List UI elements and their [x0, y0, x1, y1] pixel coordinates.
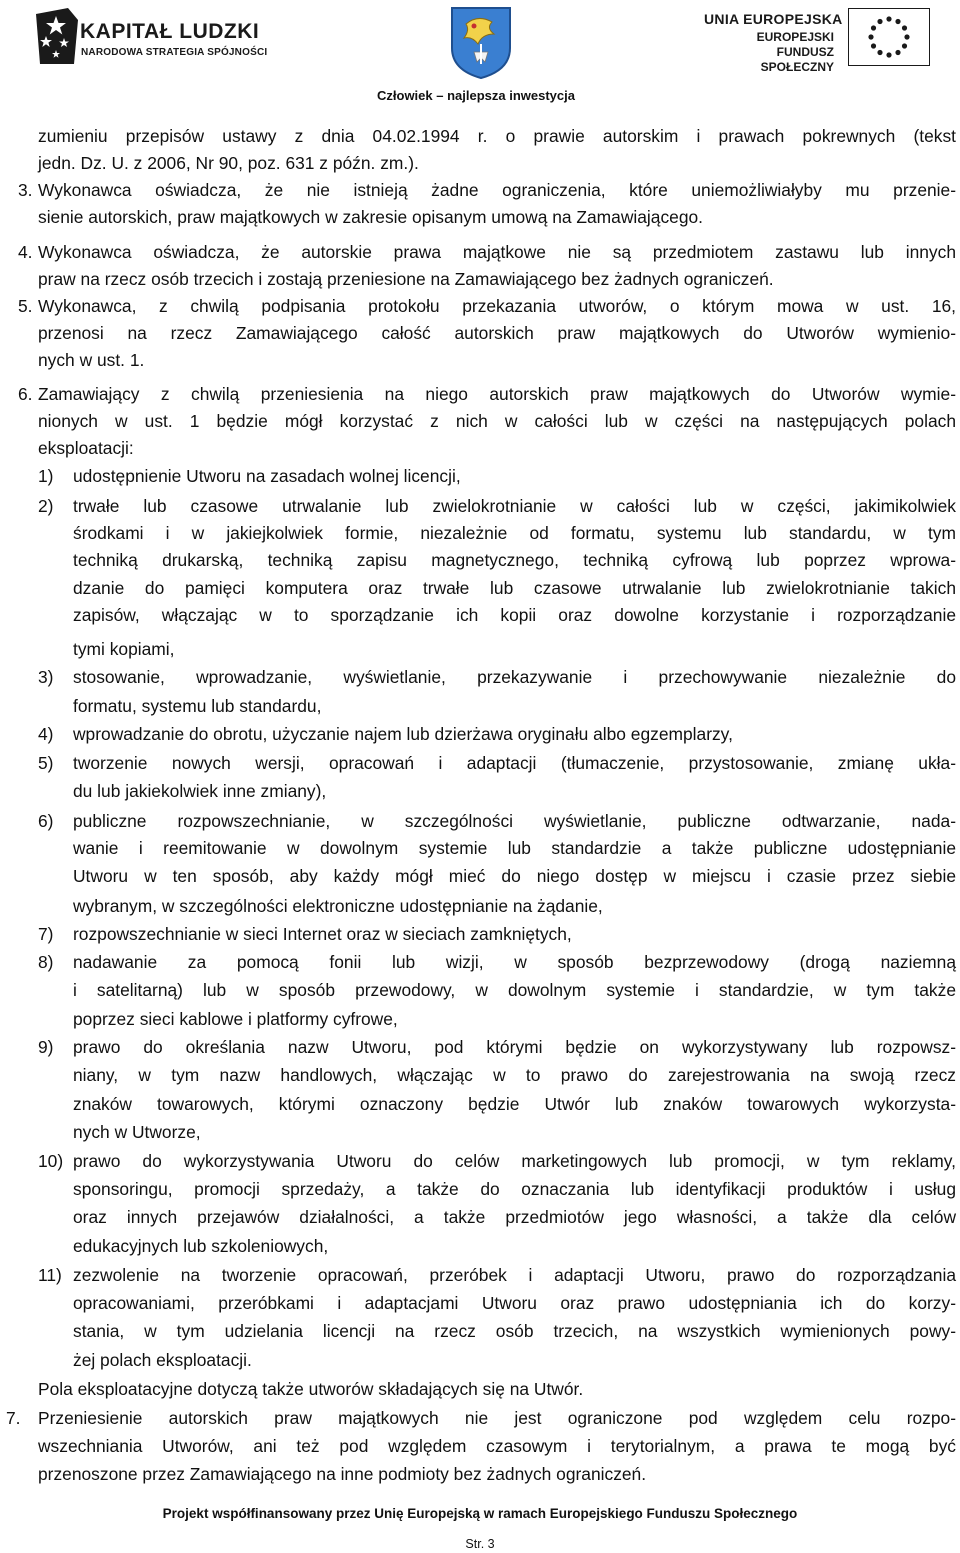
page-header: [0, 0, 960, 112]
list-line: Utworu w ten sposób, aby każdy mógł mieć do niego dostęp w miejscu i czasie przez siebie: [73, 866, 956, 886]
list-line: środkami i w jakiejkolwiek formie, niezależnie od formatu, systemu lub standardu, w tym: [73, 523, 956, 543]
slogan: Człowiek – najlepsza inwestycja: [377, 88, 575, 103]
kapital-ludzki-logo: [30, 6, 290, 68]
list-line: poprzez sieci kablowe i platformy cyfrowe,: [73, 1009, 398, 1029]
list-number: 5): [38, 753, 54, 773]
kl-subtitle: NARODOWA STRATEGIA SPÓJNOŚCI: [81, 47, 268, 58]
paragraph-line: przenoszone przez Zamawiającego na inne podmioty bez żadnych ograniczeń.: [38, 1464, 647, 1484]
paragraph-line: Przeniesienie autorskich praw majątkowych nie jest ograniczone pod względem celu rozpo-: [38, 1408, 956, 1428]
eu-flag-icon: [848, 8, 930, 66]
list-line: edukacyjnych lub szkoleniowych,: [73, 1236, 329, 1256]
list-number: 11): [38, 1265, 62, 1285]
point-number: 3.: [18, 180, 33, 200]
list-line: udostępnienie Utworu na zasadach wolnej licencji,: [73, 466, 461, 486]
list-line: zapisów, włączając w to sporządzanie ich kopii oraz dowolne korzystanie i rozporządzanie: [73, 605, 956, 625]
list-line: tymi kopiami,: [73, 639, 175, 659]
list-line: formatu, systemu lub standardu,: [73, 696, 322, 716]
list-line: techniką drukarską, techniką zapisu magnetycznego, techniką cyfrową lub poprzez wprowa-: [73, 550, 956, 570]
list-number: 6): [38, 811, 54, 831]
list-number: 4): [38, 724, 54, 744]
list-line: trwałe lub czasowe utrwalanie lub zwielokrotnianie w całości lub w części, jakimikolwiek: [73, 496, 956, 516]
list-line: nych w Utworze,: [73, 1122, 201, 1142]
list-number: 1): [38, 466, 54, 486]
paragraph-line: nych w ust. 1.: [38, 350, 145, 370]
efs-name: [704, 30, 834, 75]
paragraph-line: Wykonawca oświadcza, że nie istnieją żadne ograniczenia, które uniemożliwiałyby mu przenie-: [38, 180, 956, 200]
list-number: 10): [38, 1151, 64, 1171]
list-line: i satelitarną) lub w sposób przewodowy, w dowolnym systemie i standardzie, w tym także: [73, 980, 956, 1000]
page-number: Str. 3: [465, 1537, 495, 1551]
kapital-ludzki-emblem-icon: [34, 6, 80, 66]
paragraph-line: zumieniu przepisów ustawy z dnia 04.02.1994 r. o prawie autorskim i prawach pokrewnych (tekst: [38, 126, 956, 146]
point-number: 6.: [18, 384, 33, 404]
list-line: opracowaniami, przeróbkami i adaptacjami Utworu oraz prawo udostępniania ich do korzy-: [73, 1293, 956, 1313]
list-line: prawo do określania nazw Utworu, pod którymi będzie on wykorzystywany lub rozpowsz-: [73, 1037, 956, 1057]
paragraph-line: wszechniania Utworów, ani też pod względem czasowym i terytorialnym, a prawa te mogą być: [38, 1436, 956, 1456]
point-number: 7.: [6, 1408, 21, 1428]
paragraph-line: Wykonawca, z chwilą podpisania protokołu przekazania utworów, o którym mowa w ust. 16,: [38, 296, 956, 316]
eu-logo: [700, 8, 950, 72]
list-line: prawo do wykorzystywania Utworu do celów marketingowych lub promocji, w tym reklamy,: [73, 1151, 956, 1171]
point-number: 5.: [18, 296, 33, 316]
list-line: wanie i reemitowanie w dowolnym systemie lub standardzie a także publiczne udostępnianie: [73, 838, 956, 858]
point-number: 4.: [18, 242, 33, 262]
paragraph-line: Zamawiający z chwilą przeniesienia na niego autorskich praw majątkowych do Utworów wymie-: [38, 384, 956, 404]
coat-of-arms-icon: [448, 4, 514, 80]
paragraph-line: sienie autorskich, praw majątkowych w zakresie opisanym umową na Zamawiającego.: [38, 207, 703, 227]
paragraph-line: Wykonawca oświadcza, że autorskie prawa majątkowe nie są przedmiotem zastawu lub innych: [38, 242, 956, 262]
footer-project-note: Projekt współfinansowany przez Unię Europejską w ramach Europejskiego Funduszu Społecznego: [162, 1506, 798, 1521]
list-line: wprowadzanie do obrotu, użyczanie najem lub dzierżawa oryginału albo egzemplarzy,: [73, 724, 733, 744]
list-line: niany, w tym nazw handlowych, włączając w to prawo do zarejestrowania na swoją rzecz: [73, 1065, 956, 1085]
eu-title: UNIA EUROPEJSKA: [704, 11, 843, 27]
list-line: rozpowszechnianie w sieci Internet oraz w sieciach zamkniętych,: [73, 924, 572, 944]
list-number: 2): [38, 496, 54, 516]
fields-note: Pola eksploatacyjne dotyczą także utworów składających się na Utwór.: [38, 1379, 584, 1399]
list-line: dzanie do pamięci komputera oraz trwałe lub czasowe utrwalanie lub zwielokrotnianie takich: [73, 578, 956, 598]
list-line: sponsoringu, promocji sprzedaży, a także do oznaczania lub identyfikacji produktów i usług: [73, 1179, 956, 1199]
paragraph-line: przenosi na rzecz Zamawiającego całość autorskich praw majątkowych do Utworów wymienio-: [38, 323, 956, 343]
list-number: 8): [38, 952, 54, 972]
list-number: 9): [38, 1037, 54, 1057]
list-line: zezwolenie na tworzenie opracowań, przeróbek i adaptacji Utworu, prawo do rozporządzania: [73, 1265, 956, 1285]
list-line: znaków towarowych, którymi oznaczony będzie Utwór lub znaków towarowych wykorzysta-: [73, 1094, 956, 1114]
efs-line-1: EUROPEJSKI: [756, 30, 834, 44]
list-line: stania, w tym udzielania licencji na rzecz osób trzecich, na wszystkich wymienionych powy-: [73, 1321, 956, 1341]
paragraph-line: eksploatacji:: [38, 438, 134, 458]
list-line: nadawanie za pomocą fonii lub wizji, w sposób bezprzewodowy (drogą naziemną: [73, 952, 956, 972]
list-line: du lub jakiekolwiek inne zmiany),: [73, 781, 327, 801]
kl-title: KAPITAŁ LUDZKI: [80, 20, 260, 43]
list-line: wybranym, w szczególności elektroniczne udostępnianie na żądanie,: [73, 896, 603, 916]
paragraph-line: jedn. Dz. U. z 2006, Nr 90, poz. 631 z późn. zm.).: [38, 153, 419, 173]
list-line: oraz innych przejawów działalności, a także przedmiotów jego własności, a także dla celów: [73, 1207, 956, 1227]
list-number: 3): [38, 667, 54, 687]
list-number: 7): [38, 924, 54, 944]
list-line: tworzenie nowych wersji, opracowań i adaptacji (tłumaczenie, przystosowanie, zmianę ukła-: [73, 753, 956, 773]
efs-line-2: FUNDUSZ SPOŁECZNY: [760, 45, 834, 74]
list-line: żej polach eksploatacji.: [73, 1350, 252, 1370]
paragraph-line: nionych w ust. 1 będzie mógł korzystać z nich w całości lub w części na następujących polach: [38, 411, 956, 431]
list-line: publiczne rozpowszechnianie, w szczególności wyświetlanie, publiczne odtwarzanie, nada-: [73, 811, 956, 831]
list-line: stosowanie, wprowadzanie, wyświetlanie, przekazywanie i przechowywanie niezależnie do: [73, 667, 956, 687]
paragraph-line: praw na rzecz osób trzecich i zostają przeniesione na Zamawiającego bez żadnych ograniczeń.: [38, 269, 774, 289]
